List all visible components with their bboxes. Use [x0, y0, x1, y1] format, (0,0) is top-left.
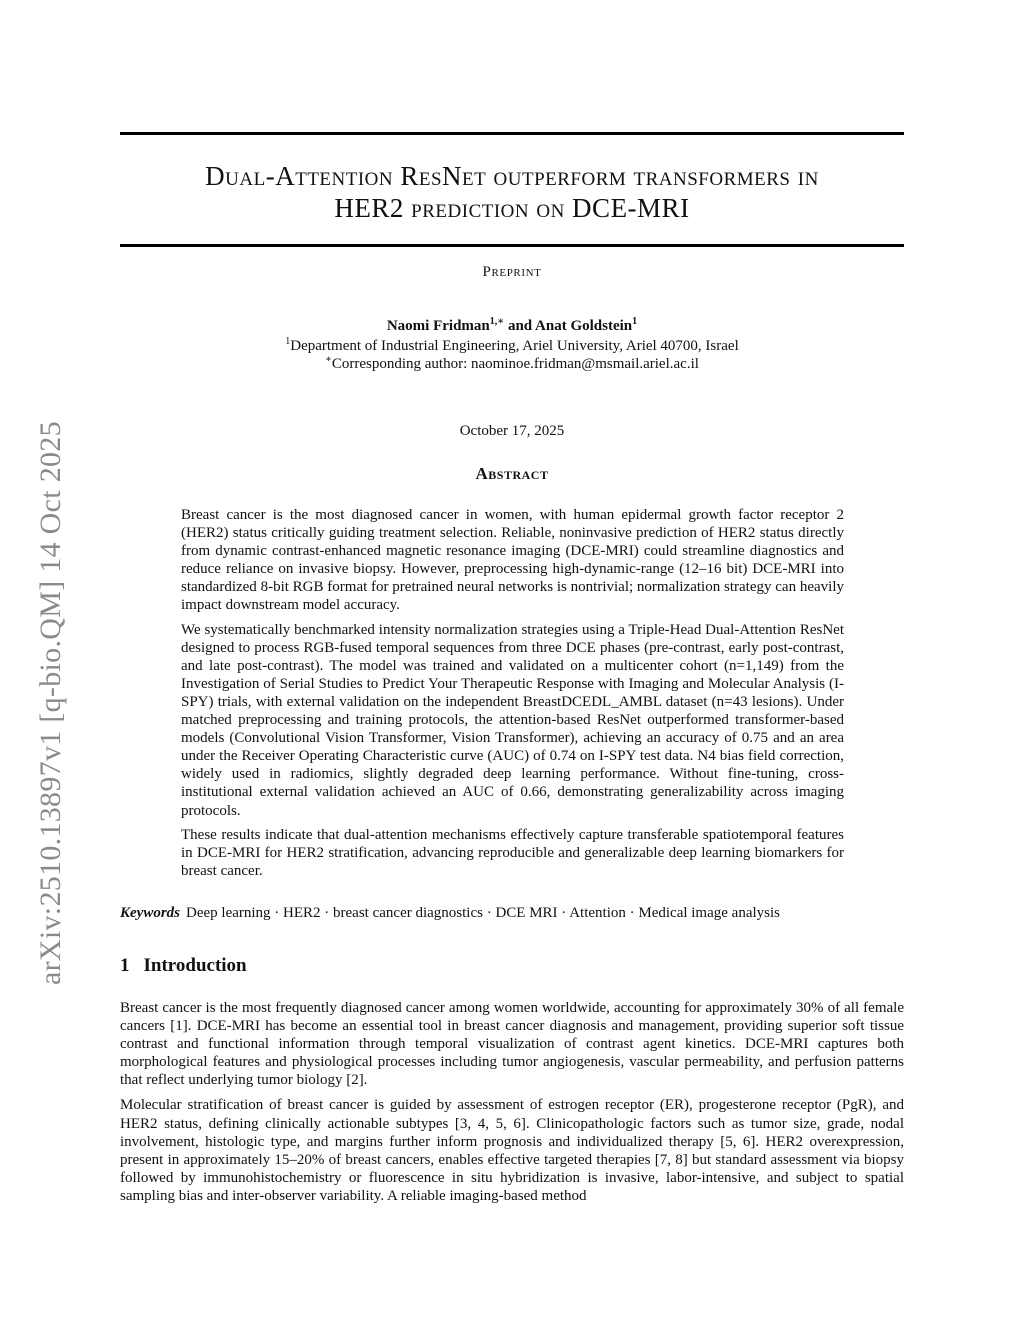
author-connector: and [504, 318, 536, 334]
title-line-2: HER2 prediction on DCE-MRI [334, 193, 690, 223]
author-1-superscript: 1,∗ [489, 316, 505, 327]
title-bottom-rule [120, 244, 904, 247]
preprint-label: Preprint [482, 264, 542, 280]
author-line [120, 318, 904, 335]
body-paragraph: Breast cancer is the most frequently diagnosed cancer among women worldwide, accounting for approximately 30% of all female cancers [1]. DCE-MRI has become an essential tool in breast cancer diagnosis and management, providing superior soft tissue contrast and functional information through temporal visualization of contrast agent kinetics. DCE-MRI captures both morphological features and physiological processes including tumor angiogenesis, vascular permeability, and perfusion patterns that reflect underlying tumor biology [2]. [120, 1000, 904, 1089]
introduction-body [120, 999, 904, 1212]
abstract-paragraph: Breast cancer is the most diagnosed cancer in women, with human epidermal growth factor receptor 2 (HER2) status critically guiding treatment selection. Reliable, noninvasive prediction of HER2 status directly from dynamic contrast-enhanced magnetic resonance imaging (DCE-MRI) could streamline diagnostics and reduce reliance on invasive biopsy. However, preprocessing high-dynamic-range (12–16 bit) DCE-MRI into standardized 8-bit RGB format for pretrained neural networks is nontrivial; normalization strategy can heavily impact downstream model accuracy. [181, 507, 844, 614]
paper-title [120, 160, 904, 224]
section-heading-introduction [120, 955, 247, 977]
keywords-label: Keywords [120, 905, 180, 921]
affiliation-text: Department of Industrial Engineering, Ariel University, Ariel 40700, Israel [290, 338, 739, 354]
title-top-rule [120, 132, 904, 135]
title-line-1: Dual-Attention ResNet outperform transformers in [205, 161, 819, 191]
author-2-superscript: 1 [632, 316, 638, 327]
keywords-line [120, 905, 904, 922]
section-number: 1 [120, 955, 130, 976]
corresponding-text: Corresponding author: naominoe.fridman@msmail.ariel.ac.il [331, 356, 699, 372]
corresponding-superscript: ∗ [325, 354, 332, 365]
corresponding-author [120, 356, 904, 373]
author-1-name: Naomi Fridman [386, 318, 490, 334]
abstract-body [181, 506, 844, 886]
keywords-list: Deep learning · HER2 · breast cancer diagnostics · DCE MRI · Attention · Medical image analysis [186, 905, 780, 921]
abstract-heading: Abstract [475, 464, 549, 483]
abstract-paragraph: These results indicate that dual-attention mechanisms effectively capture transferable spatiotemporal features in DCE-MRI for HER2 stratification, advancing reproducible and generalizable deep learning biomarkers for breast cancer. [181, 826, 844, 879]
abstract-paragraph: We systematically benchmarked intensity normalization strategies using a Triple-Head Dual-Attention ResNet designed to process RGB-fused temporal sequences from three DCE phases (pre-contrast, early post-contrast, and late post-contrast). The model was trained and validated on a multicenter cohort (n=1,149) from the Investigation of Serial Studies to Predict Your Therapeutic Response with Imaging and Molecular Analysis (I-SPY) trials, with external validation on the independent BreastDCEDL_AMBL dataset (n=43 lesions). Under matched preprocessing and training protocols, the attention-based ResNet outperformed transformer-based models (Convolutional Vision Transformer, Vision Transformer), achieving an accuracy of 0.75 and an area under the Receiver Operating Characteristic curve (AUC) of 0.74 on I-SPY test data. N4 bias field correction, widely used in radiomics, slightly degraded deep learning performance. Without fine-tuning, cross-institutional external validation achieved an AUC of 0.66, demonstrating generalizability across imaging protocols. [181, 621, 844, 819]
section-title: Introduction [143, 955, 247, 976]
body-paragraph: Molecular stratification of breast cancer is guided by assessment of estrogen receptor (ER), progesterone receptor (PgR), and HER2 status, defining clinically actionable subtypes [3, 4, 5, 6]. Clinicopathologic factors such as tumor size, grade, nodal involvement, histologic type, and margins further inform prognosis and individualized therapy [5, 6]. HER2 overexpression, present in approximately 15–20% of breast cancers, enables effective targeted therapies [7, 8] but standard assessment via biopsy followed by immunohistochemistry or fluorescence in situ hybridization is invasive, labor-intensive, and subject to spatial sampling bias and inter-observer variability. A reliable imaging-based method [120, 1097, 904, 1204]
arxiv-identifier: arXiv:2510.13897v1 [q-bio.QM] 14 Oct 2025 [34, 421, 67, 985]
publication-date: October 17, 2025 [459, 423, 565, 439]
affiliation-superscript: 1 [285, 336, 291, 347]
author-2-name: Anat Goldstein [535, 318, 633, 334]
affiliation [120, 338, 904, 355]
